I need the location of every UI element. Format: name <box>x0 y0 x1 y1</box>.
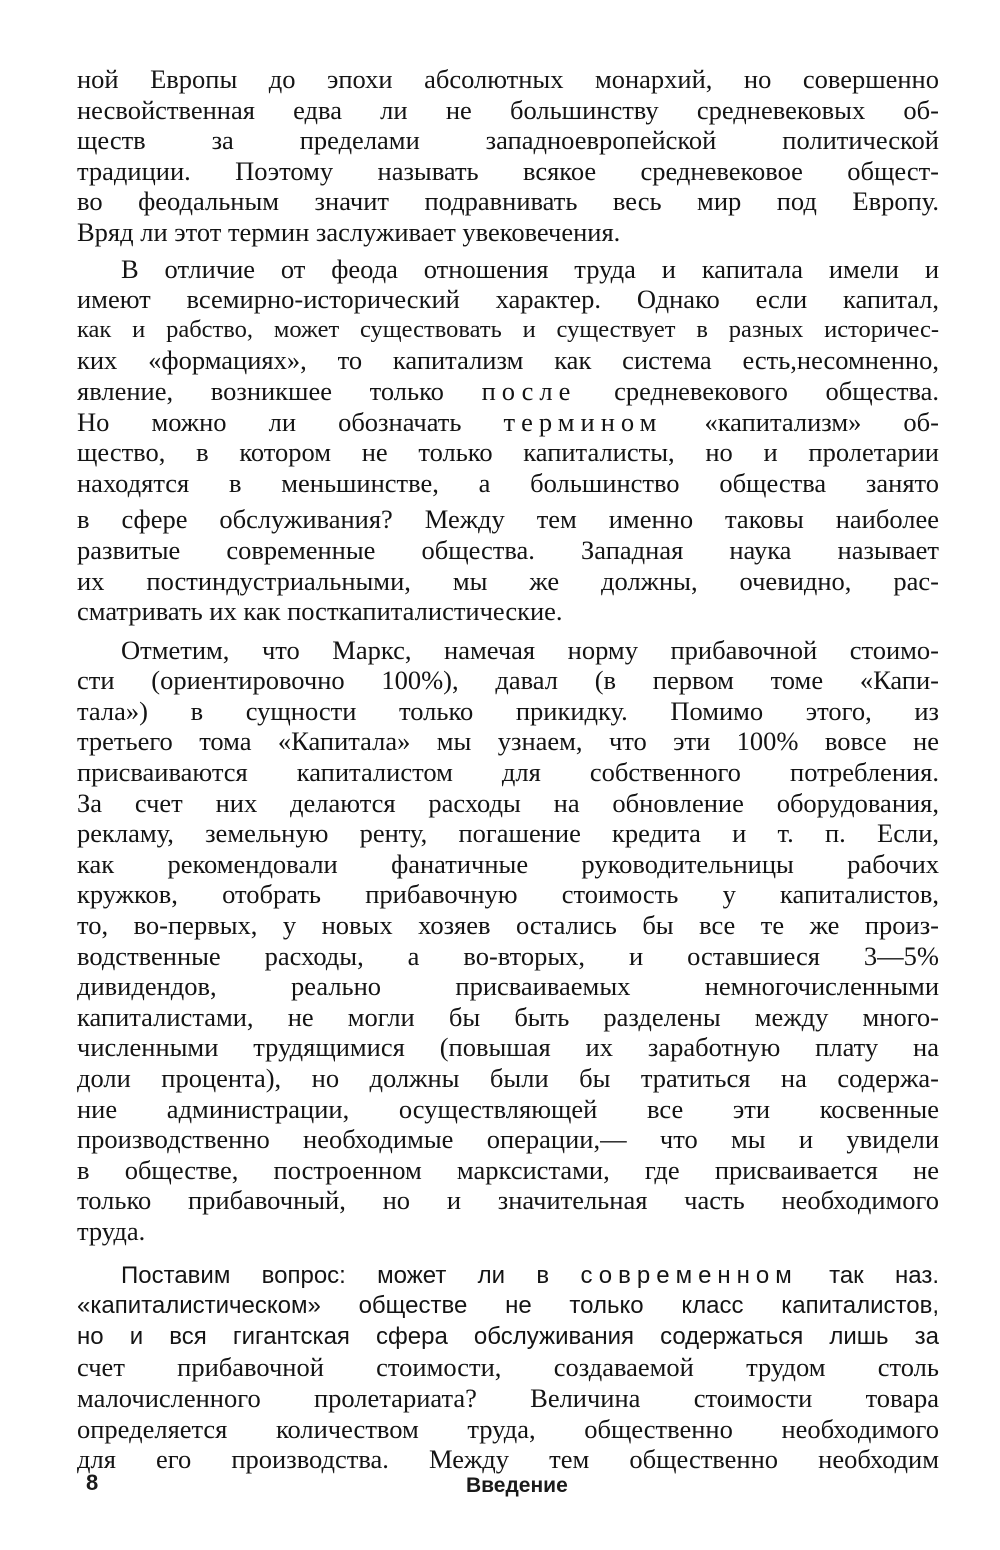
paragraph-line <box>77 566 939 597</box>
paragraph-line <box>77 971 939 1002</box>
text-fragment: явление, возникшее только <box>77 375 482 406</box>
text-line: рекламу, земельную ренту, погашение кредита и т. п. Если, <box>77 818 939 849</box>
text-line: За счет них делаются расходы на обновление оборудования, <box>77 787 939 818</box>
text-line: доли процента), но должны были бы тратиться на содержа- <box>77 1063 939 1093</box>
text-line: находятся в меньшинстве, а большинство общества занято <box>77 467 939 498</box>
paragraph-line <box>77 910 939 941</box>
text-fragment: Поставим вопрос: может ли в <box>121 1261 581 1289</box>
paragraph-line <box>77 1155 939 1186</box>
text-line: во феодальным значит подравнивать весь мир под Европу. <box>77 186 939 217</box>
text-line: ких «формациях», то капитализм как система есть,несомненно, <box>77 345 939 376</box>
paragraph-line <box>77 345 939 376</box>
paragraph-line <box>77 757 939 788</box>
paragraph-line <box>77 535 939 566</box>
paragraph-line <box>77 1383 939 1414</box>
paragraph-line <box>77 156 939 187</box>
emphasized-word: термином <box>503 406 663 437</box>
text-line: несвойственная едва ли не большинству средневековых об- <box>77 94 939 125</box>
paragraph-line <box>77 437 939 468</box>
page-number: 8 <box>86 1470 99 1495</box>
paragraph-line <box>77 1032 939 1063</box>
text-line: только прибавочный, но и значительная часть необходимого <box>77 1185 939 1216</box>
text-line: ной Европы до эпохи абсолютных монархий, но совершенно <box>77 64 939 94</box>
text-line: определяется количеством труда, общественно необходимого <box>77 1413 939 1444</box>
text-line: развитые современные общества. Западная наука называет <box>77 534 939 565</box>
paragraph-line <box>77 1261 939 1292</box>
paragraph-line <box>77 1185 939 1216</box>
text-line: сти (ориентировочно 100%), давал (в первом томе «Капи- <box>77 665 939 696</box>
paragraph-line <box>77 818 939 849</box>
paragraph-line <box>77 284 939 315</box>
text-line: имеют всемирно-исторический характер. Однако если капитал, <box>77 284 939 315</box>
paragraph-line <box>77 1352 939 1383</box>
running-title: Введение <box>466 1474 568 1497</box>
paragraph-line <box>77 504 939 535</box>
paragraph-line <box>77 788 939 819</box>
text-fragment: средневекового общества. <box>576 375 939 406</box>
body-text <box>77 64 939 1475</box>
paragraph-line <box>77 696 939 727</box>
paragraph-line <box>77 1063 939 1094</box>
paragraph-line <box>77 596 939 627</box>
paragraph-line <box>77 376 939 407</box>
paragraph-line <box>77 254 939 285</box>
paragraph-line <box>77 315 939 346</box>
paragraph-line <box>77 468 939 499</box>
text-line: малочисленного пролетариата? Величина стоимости товара <box>77 1382 939 1413</box>
paragraph-line <box>77 217 939 248</box>
text-line: щество, в котором не только капиталисты, но и пролетарии <box>77 437 939 468</box>
text-line: дивидендов, реально присваиваемых немногочисленными <box>77 971 939 1002</box>
text-line: водственные расходы, а во-вторых, и оставшиеся 3—5% <box>77 940 939 971</box>
text-line: в обществе, построенном марксистами, где присваивается не <box>77 1154 939 1185</box>
text-line: как и рабство, может существовать и существует в разных историчес- <box>77 315 939 343</box>
emphasized-word: современном <box>580 1261 798 1289</box>
text-line: В отличие от феода отношения труда и капитала имели и <box>121 253 939 284</box>
paragraph <box>77 64 939 95</box>
text-line: численными трудящимися (повышая их заработную плату на <box>77 1032 939 1063</box>
text-line: их постиндустриальными, мы же должны, очевидно, рас- <box>77 565 939 596</box>
text-line: Отметим, что Маркс, намечая норму прибавочной стоимо- <box>121 634 939 665</box>
text-line: сматривать их как посткапиталистические. <box>77 596 563 627</box>
paragraph-line <box>77 1216 939 1247</box>
text-line: производственно необходимые операции,— что мы и увидели <box>77 1124 939 1155</box>
paragraph-line <box>77 1094 939 1125</box>
text-line: труда. <box>77 1215 146 1246</box>
text-line: капиталистами, не могли бы быть разделены между много- <box>77 1001 939 1032</box>
paragraph-line <box>77 1002 939 1033</box>
text-line: третьего тома «Капитала» мы узнаем, что эти 100% вовсе не <box>77 726 939 757</box>
emphasized-word: после <box>481 375 577 406</box>
text-fragment: «капитализм» об- <box>662 406 939 437</box>
page-footer <box>0 1470 1000 1504</box>
paragraph-line <box>77 941 939 972</box>
text-line: Вряд ли этот термин заслуживает увековечения. <box>77 216 621 247</box>
text-line: ществ за пределами западноевропейской политической <box>77 125 939 156</box>
paragraph-line <box>77 125 939 156</box>
paragraph-line <box>77 665 939 696</box>
paragraph-line <box>77 186 939 217</box>
text-line: ние администрации, осуществляющей все эти косвенные <box>77 1093 939 1124</box>
text-line: традиции. Поэтому называть всякое средневековое общест- <box>77 155 939 186</box>
paragraph-line <box>77 635 939 666</box>
paragraph-line <box>77 1124 939 1155</box>
text-line: кружков, отобрать прибавочную стоимость у капиталистов, <box>77 879 939 910</box>
text-line: счет прибавочной стоимости, создаваемой трудом столь <box>77 1352 939 1383</box>
text-line: тала») в сущности только прикидку. Помимо этого, из <box>77 695 939 726</box>
text-line: в сфере обслуживания? Между тем именно таковы наиболее <box>77 504 939 535</box>
paragraph-line <box>77 1414 939 1445</box>
text-line: «капиталистическом» обществе не только класс капиталистов, <box>77 1292 939 1320</box>
text-fragment: так наз. <box>797 1261 939 1289</box>
paragraph-line <box>77 95 939 126</box>
text-line: но и вся гигантская сфера обслуживания содержаться лишь за <box>77 1322 939 1350</box>
paragraph-line <box>77 1291 939 1322</box>
text-fragment: Но можно ли обозначать <box>77 406 504 437</box>
paragraph-line <box>77 1322 939 1353</box>
text-line: то, во-первых, у новых хозяев остались бы все те же произ- <box>77 910 939 941</box>
paragraph-line <box>77 407 939 438</box>
paragraph-line <box>77 849 939 880</box>
text-line: для его производства. Между тем общественно необходим <box>77 1444 939 1475</box>
paragraph-line <box>77 879 939 910</box>
text-line: как рекомендовали фанатичные руководительницы рабочих <box>77 848 939 879</box>
paragraph-line <box>77 726 939 757</box>
text-line: присваиваются капиталистом для собственного потребления. <box>77 757 939 788</box>
